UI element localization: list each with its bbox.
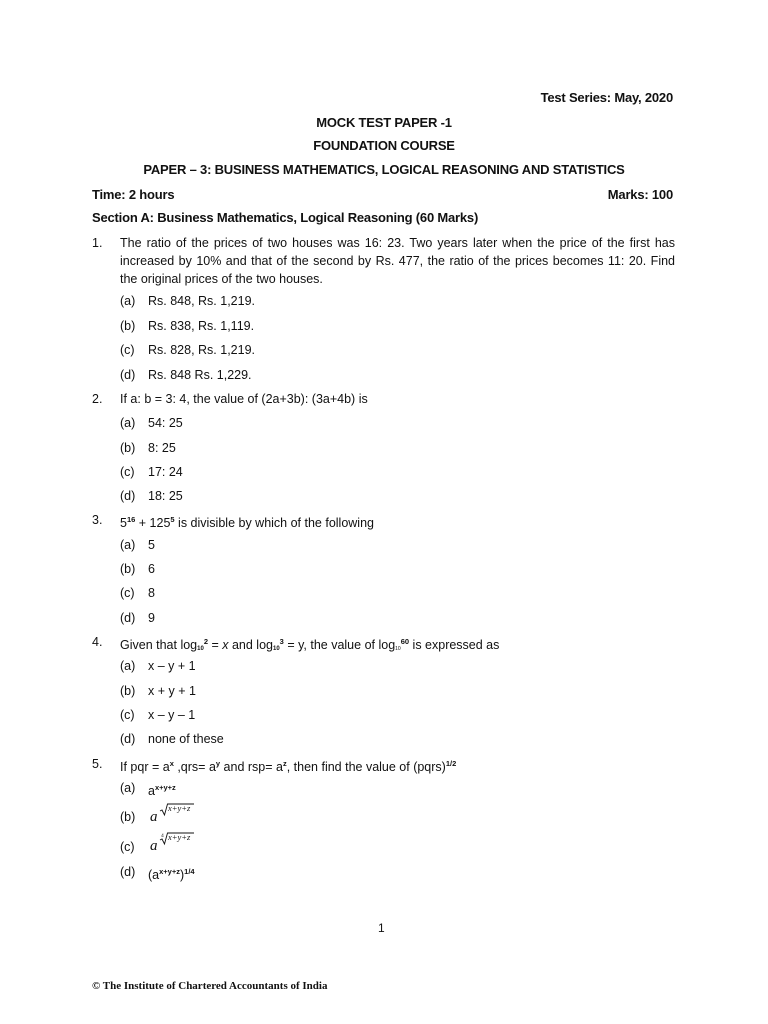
question-text — [120, 755, 675, 776]
question-number: 4. — [92, 635, 103, 649]
option-text: 9 — [148, 611, 155, 625]
question-number: 1. — [92, 236, 103, 250]
fourth-root-expression — [148, 829, 208, 855]
exponent: 16 — [126, 515, 136, 524]
exponent: 1/2 — [445, 759, 457, 768]
option-label: (c) — [120, 343, 135, 357]
exponent: x+y+z — [159, 867, 180, 876]
text-run: ,qrs= a — [173, 760, 216, 774]
option-text: Rs. 848 Rs. 1,229. — [148, 368, 252, 382]
root-index: 4 — [161, 833, 164, 839]
option-label: (b) — [120, 810, 136, 824]
text-run: = — [208, 638, 223, 652]
option-text: 8 — [148, 586, 155, 600]
option-text: none of these — [148, 732, 224, 746]
base: a — [148, 784, 155, 798]
exponent: 1/4 — [184, 867, 195, 876]
course-title: FOUNDATION COURSE — [313, 138, 455, 153]
log-base: 10 — [395, 646, 401, 652]
question-number: 3. — [92, 513, 103, 527]
option-label: (c) — [120, 708, 135, 722]
option-label: (a) — [120, 294, 136, 308]
option-text: 5 — [148, 538, 155, 552]
time-label: Time: 2 hours — [92, 187, 175, 202]
option-label: (c) — [120, 586, 135, 600]
question-number: 5. — [92, 757, 103, 771]
question-text: The ratio of the prices of two houses was 16: 23. Two years later when the price of the first has increased by 10% and that of the second by Rs. 477, the ratio of the prices becomes 11: 20. Find the original prices of the two houses. — [120, 236, 675, 286]
option-label: (b) — [120, 319, 136, 333]
variable: x — [222, 638, 229, 652]
option-text: 18: 25 — [148, 489, 183, 503]
text-run: Given that log — [120, 638, 198, 652]
base: a — [150, 838, 158, 854]
option-text — [148, 779, 176, 800]
option-text: Rs. 838, Rs. 1,119. — [148, 319, 255, 333]
option-label: (d) — [120, 489, 136, 503]
page-number: 1 — [378, 921, 385, 935]
question-text: If a: b = 3: 4, the value of (2a+3b): (3a+4b) is — [120, 392, 368, 406]
paper-title: MOCK TEST PAPER -1 — [316, 115, 452, 130]
exponent: 3 — [279, 637, 284, 646]
log-base: 10 — [197, 646, 204, 652]
text-run: = y, the value of log — [283, 638, 396, 652]
option-label: (a) — [120, 416, 136, 430]
copyright-footer: © The Institute of Chartered Accountants of India — [92, 980, 328, 992]
text-run: and log — [228, 638, 273, 652]
option-label: (a) — [120, 538, 136, 552]
marks-label: Marks: 100 — [607, 187, 673, 202]
text-run: 5 — [120, 516, 127, 530]
option-text: x + y + 1 — [148, 684, 196, 698]
text-run: If pqr = a — [120, 760, 170, 774]
option-text: 6 — [148, 562, 155, 576]
radicand: x+y+z — [168, 803, 191, 813]
section-heading: Section A: Business Mathematics, Logical Reasoning (60 Marks) — [92, 210, 479, 225]
radicand: x+y+z — [168, 832, 191, 842]
exponent: 5 — [170, 515, 175, 524]
exponent: x — [169, 759, 174, 768]
close-paren: ) — [179, 868, 185, 882]
option-text: x – y – 1 — [148, 708, 196, 722]
question-number: 2. — [92, 392, 103, 406]
option-label: (a) — [120, 659, 136, 673]
option-label: (c) — [120, 465, 135, 479]
option-text — [148, 863, 195, 884]
text-run: is divisible by which of the following — [174, 516, 374, 530]
exponent: y — [215, 759, 221, 768]
option-label: (d) — [120, 865, 136, 879]
option-label: (d) — [120, 611, 136, 625]
sqrt-expression — [148, 800, 208, 826]
question-text — [120, 511, 675, 532]
option-text: 8: 25 — [148, 441, 176, 455]
option-text: x – y + 1 — [148, 659, 196, 673]
exponent: 60 — [400, 637, 410, 646]
subject-title: PAPER – 3: BUSINESS MATHEMATICS, LOGICAL REASONING AND STATISTICS — [143, 162, 625, 177]
option-label: (c) — [120, 840, 135, 854]
option-label: (d) — [120, 368, 136, 382]
exponent: 2 — [203, 637, 208, 646]
base: a — [150, 809, 158, 825]
exponent: x+y+z — [154, 783, 176, 792]
option-label: (a) — [120, 781, 136, 795]
text-run: is expressed as — [409, 638, 500, 652]
option-text: 17: 24 — [148, 465, 183, 479]
text-run: + 125 — [135, 516, 171, 530]
option-text: 54: 25 — [148, 416, 183, 430]
option-label: (b) — [120, 562, 136, 576]
question-text — [120, 633, 675, 657]
test-series-label: Test Series: May, 2020 — [540, 90, 673, 105]
log-base: 10 — [272, 646, 280, 652]
option-label: (d) — [120, 732, 136, 746]
base: (a — [148, 868, 160, 882]
text-run: , then find the value of (pqrs) — [286, 760, 446, 774]
option-text: Rs. 848, Rs. 1,219. — [148, 294, 256, 308]
option-label: (b) — [120, 684, 136, 698]
option-text: Rs. 828, Rs. 1,219. — [148, 343, 256, 357]
exponent: z — [282, 759, 287, 768]
option-label: (b) — [120, 441, 136, 455]
text-run: and rsp= a — [220, 760, 283, 774]
